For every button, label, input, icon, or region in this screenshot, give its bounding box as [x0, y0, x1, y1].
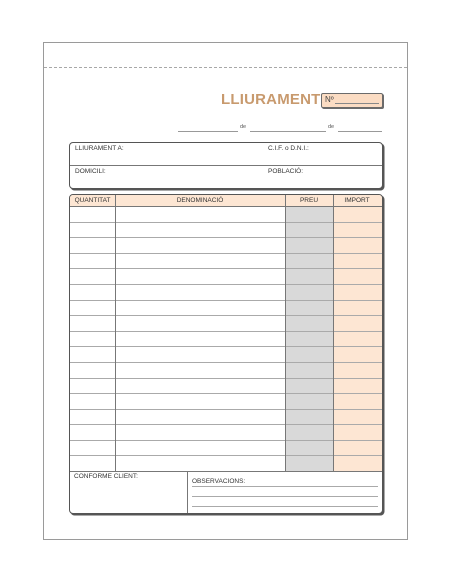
- date-separator-1: de: [240, 124, 247, 130]
- client-conformity-label: CONFORME CLIENT:: [74, 473, 138, 480]
- table-row-line: [70, 331, 382, 332]
- town-label: POBLACIÓ:: [268, 168, 304, 175]
- document-number-field[interactable]: [321, 93, 383, 108]
- table-row-line: [70, 393, 382, 394]
- date-day-line[interactable]: [178, 131, 238, 132]
- observations-label: OBSERVACIONS:: [192, 478, 246, 485]
- table-row-line: [70, 362, 382, 363]
- date-separator-2: de: [328, 124, 335, 130]
- document-title: LLIURAMENT: [221, 91, 321, 108]
- delivery-to-label: LLIURAMENT A:: [75, 145, 124, 152]
- table-row-line: [70, 409, 382, 410]
- observations-line: [192, 486, 378, 487]
- table-row-line: [70, 346, 382, 347]
- column-divider: [285, 195, 286, 471]
- table-row-line: [70, 455, 382, 456]
- column-divider: [333, 195, 334, 471]
- date-year-line[interactable]: [338, 131, 382, 132]
- address-label: DOMICILI:: [75, 168, 106, 175]
- table-row-line: [70, 440, 382, 441]
- date-month-line[interactable]: [250, 131, 326, 132]
- number-underline: [335, 103, 379, 104]
- table-row-line: [70, 222, 382, 223]
- table-row-line: [70, 300, 382, 301]
- column-divider: [115, 195, 116, 471]
- table-row-line: [70, 284, 382, 285]
- amount-column-fill: [333, 206, 382, 471]
- table-row-line: [70, 253, 382, 254]
- table-row-line: [70, 268, 382, 269]
- footer-divider: [187, 471, 188, 513]
- table-row-line: [70, 315, 382, 316]
- tax-id-label: C.I.F. o D.N.I.:: [268, 145, 309, 152]
- table-row-line: [70, 378, 382, 379]
- column-header-quantity: QUANTITAT: [74, 197, 111, 204]
- perforation-line: [44, 67, 407, 68]
- price-column-fill: [285, 206, 333, 471]
- table-row-line: [70, 424, 382, 425]
- client-box-divider: [70, 165, 382, 166]
- table-row-line: [70, 237, 382, 238]
- column-header-description: DENOMINACIÓ: [176, 197, 224, 204]
- number-label: Nº: [325, 95, 334, 104]
- table-body-bottom: [70, 471, 382, 472]
- table-header-divider: [70, 206, 382, 207]
- observations-line: [192, 496, 378, 497]
- observations-line: [192, 506, 378, 507]
- items-table: [69, 194, 383, 514]
- column-header-amount: IMPORT: [344, 197, 370, 204]
- column-header-price: PREU: [299, 197, 319, 204]
- client-info-box: [69, 142, 383, 189]
